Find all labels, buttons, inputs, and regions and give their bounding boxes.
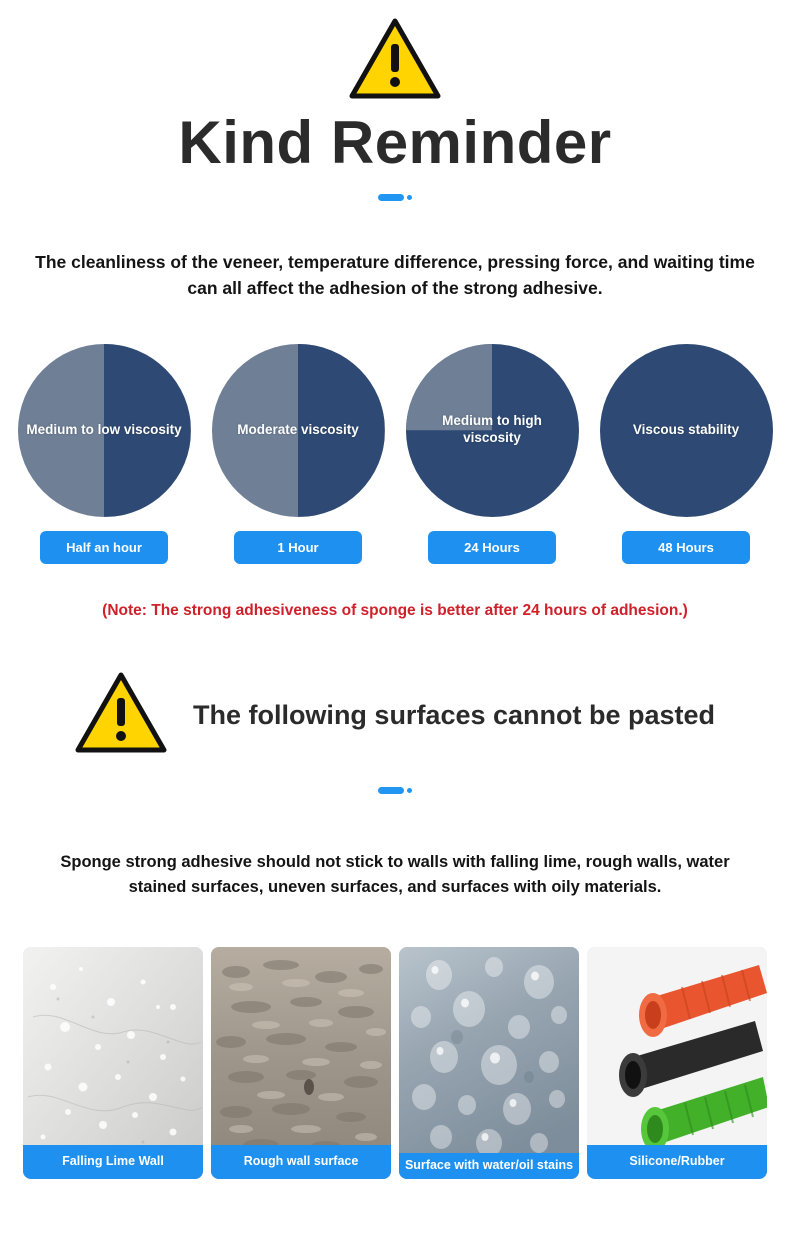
section1-subtitle: The cleanliness of the veneer, temperature difference, pressing force, and waiting time can all affect the adhesion of the strong adhesive. — [35, 252, 755, 299]
page-title: Kind Reminder — [178, 109, 612, 176]
silicone-rubber-image — [587, 947, 767, 1179]
photo-card-0[interactable] — [23, 947, 203, 1179]
warning-icon-top-container — [0, 0, 790, 105]
divider-2 — [0, 787, 790, 794]
divider-1 — [0, 194, 790, 201]
divider-dot — [407, 195, 412, 200]
pie-item-1 — [209, 344, 387, 564]
pie-pill-2[interactable]: 24 Hours — [428, 531, 556, 564]
pie-label-3: Viscous stability — [632, 421, 740, 437]
pie-label-0: Medium to low viscosity — [26, 421, 182, 437]
falling-lime-wall-image — [23, 947, 203, 1179]
photo-card-1[interactable] — [211, 947, 391, 1179]
water-droplets-image — [399, 947, 579, 1179]
photo-caption-0: Falling Lime Wall — [23, 1145, 203, 1179]
pie-chart-2 — [406, 344, 579, 517]
pie-chart-3 — [600, 344, 773, 517]
surface-photo-row — [0, 947, 790, 1179]
section2-header — [0, 672, 790, 759]
pie-label-2: Medium to high viscosity — [442, 413, 542, 446]
warning-triangle-icon — [349, 18, 441, 105]
rough-wall-image — [211, 947, 391, 1179]
photo-card-2[interactable] — [399, 947, 579, 1179]
pie-item-3 — [597, 344, 775, 564]
divider-bar — [378, 787, 404, 794]
photo-caption-1: Rough wall surface — [211, 1145, 391, 1179]
photo-caption-3: Silicone/Rubber — [587, 1145, 767, 1179]
pie-item-0 — [15, 344, 193, 564]
pie-pill-3[interactable]: 48 Hours — [622, 531, 750, 564]
pie-label-1: Moderate viscosity — [237, 421, 359, 437]
pie-chart-1 — [212, 344, 385, 517]
section1-note: (Note: The strong adhesiveness of sponge is better after 24 hours of adhesion.) — [102, 601, 688, 619]
pie-pill-0[interactable]: Half an hour — [40, 531, 168, 564]
photo-card-3[interactable] — [587, 947, 767, 1179]
divider-bar — [378, 194, 404, 201]
section2-title: The following surfaces cannot be pasted — [192, 699, 716, 730]
warning-triangle-icon — [75, 672, 167, 759]
viscosity-pie-row — [0, 344, 790, 564]
section2-subtitle: Sponge strong adhesive should not stick to walls with falling lime, rough walls, water stained surfaces, uneven surfaces, and surfaces with oily materials. — [60, 852, 730, 897]
photo-caption-2: Surface with water/oil stains — [399, 1153, 579, 1179]
divider-dot — [407, 788, 412, 793]
pie-pill-1[interactable]: 1 Hour — [234, 531, 362, 564]
pie-chart-0 — [18, 344, 191, 517]
pie-item-2 — [403, 344, 581, 564]
